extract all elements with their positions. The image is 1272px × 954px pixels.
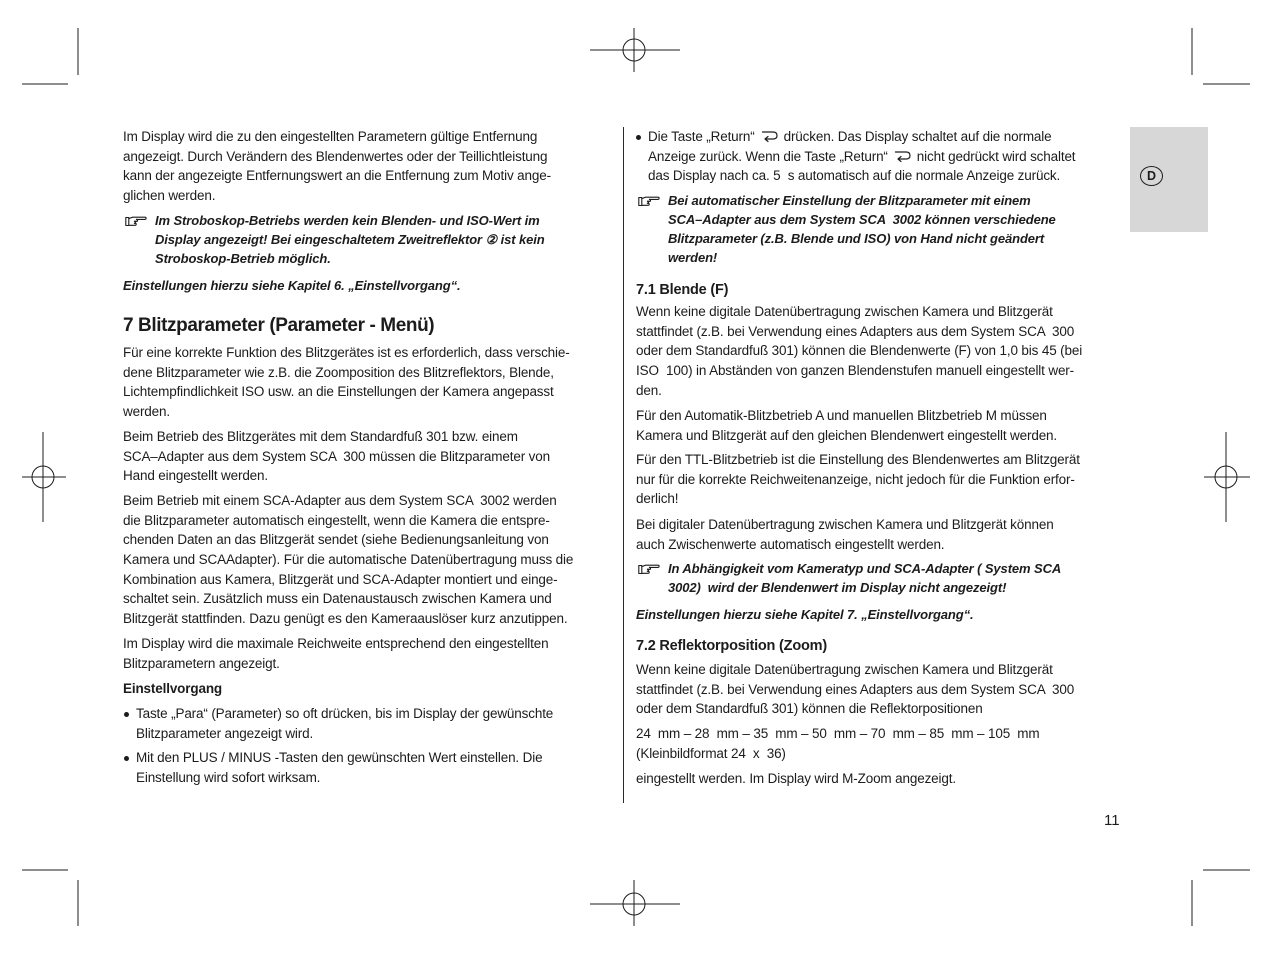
text-line: Kamera und Blitzgerät auf den gleichen Blendenwert eingestellt werden. (636, 427, 1058, 443)
note-line: Blitzparameter (z.B. Blende und ISO) von Hand nicht geändert (668, 230, 1045, 246)
auto-manual-paragraph (636, 406, 1057, 445)
text-line: Blitzparameter angezeigt wird. (136, 725, 314, 741)
bullet-icon (124, 756, 129, 761)
text-line: Beim Betrieb mit einem SCA-Adapter aus dem System SCA 3002 werden (123, 493, 557, 508)
return-arrow-icon (894, 150, 912, 163)
text-line: Im Display wird die zu den eingestellten Parametern gültige Entfernung (123, 129, 538, 144)
text-line: dene Blitzparameter wie z.B. die Zoomposition des Blitzreflektors, Blende, (123, 364, 554, 380)
note-camera-type (668, 559, 1061, 597)
text-line: Hand eingestellt werden. (123, 468, 268, 484)
text-line: (Kleinbildformat 24 x 36) (636, 745, 786, 761)
text-segment: Anzeige zurück. Wenn die Taste „Return“ (648, 148, 888, 164)
sca3002-paragraph (123, 491, 573, 629)
zoom-paragraph (636, 660, 1074, 719)
subheading-text: Einstellvorgang (123, 681, 223, 696)
standard-foot-paragraph (123, 427, 550, 486)
note-line: Stroboskop-Betrieb möglich. (155, 250, 331, 266)
note-auto-parameters (668, 191, 1056, 267)
text-line: Beim Betrieb des Blitzgerätes mit dem Standardfuß 301 bzw. einem (123, 429, 518, 444)
text-line: glichen werden. (123, 188, 216, 204)
range-paragraph (123, 634, 548, 673)
text-line: Mit den PLUS / MINUS -Tasten den gewünschten Wert einstellen. Die (136, 750, 543, 765)
text-line (648, 147, 1075, 167)
text-line: Taste „Para“ (Parameter) so oft drücken, bis im Display der gewünschte (136, 706, 554, 721)
text-line: Blitzparametern angezeigt. (123, 655, 280, 671)
page-number: 11 (1104, 812, 1120, 829)
crosshair-top (590, 28, 680, 72)
note-line: Bei automatischer Einstellung der Blitzparameter mit einem (668, 192, 1031, 208)
return-arrow-icon (761, 130, 779, 143)
ttl-paragraph (636, 450, 1080, 509)
aperture-paragraph (636, 302, 1082, 400)
text-line: Wenn keine digitale Datenübertragung zwischen Kamera und Blitzgerät (636, 304, 1053, 319)
reference-chapter-7 (636, 605, 974, 624)
note-line: Im Stroboskop-Betriebs werden kein Blenden- und ISO-Wert im (155, 212, 540, 228)
crosshair-left (22, 432, 66, 522)
text-line (648, 127, 1075, 147)
text-line: Kamera und SCAAdapter). Für die automatische Datenübertragung muss die (123, 552, 574, 568)
text-line: Lichtempfindlichkeit ISO usw. an die Einstellungen der Kamera angepasst (123, 384, 554, 400)
text-line: derlich! (636, 491, 679, 507)
text-segment: drücken. Das Display schaltet auf die normale (783, 129, 1052, 144)
text-line: Für eine korrekte Funktion des Blitzgerätes ist es erforderlich, dass verschie- (123, 345, 570, 360)
zoom-positions (636, 724, 1039, 763)
text-line: oder dem Standardfuß 301) können die Reflektorpositionen (636, 701, 983, 717)
reference-chapter-6 (123, 276, 461, 295)
text-line: Wenn keine digitale Datenübertragung zwischen Kamera und Blitzgerät (636, 662, 1053, 677)
section-7-title: 7 Blitzparameter (Parameter - Menü) (123, 315, 435, 336)
note-line: werden! (668, 249, 718, 265)
m-zoom-paragraph (636, 769, 956, 789)
text-line: Blitzgerät stattfinden. Dazu genügt es den Kameraauslöser kurz anzutippen. (123, 611, 568, 627)
text-line: das Display nach ca. 5 s automatisch auf die normale Anzeige zurück. (648, 168, 1061, 184)
procedure-subheading (123, 679, 222, 699)
note-line: Display angezeigt! Bei eingeschaltetem Zweitreflektor ② ist kein (155, 231, 545, 247)
text-line: stattfindet (z.B. bei Verwendung eines Adapters aus dem System SCA 300 (636, 681, 1075, 697)
text-line: nur für die korrekte Reichweitenanzeige, nicht jedoch für die Funktion erfor- (636, 471, 1075, 487)
reference-line: Einstellungen hierzu siehe Kapitel 7. „Einstellvorgang“. (636, 606, 974, 622)
text-line: stattfindet (z.B. bei Verwendung eines Adapters aus dem System SCA 300 (636, 323, 1075, 339)
intro-paragraph (123, 127, 551, 206)
text-line: Kombination aus Kamera, Blitzgerät und SCA-Adapter montiert und einge- (123, 571, 558, 587)
language-tab (1130, 127, 1208, 232)
text-line: Für den TTL-Blitzbetrieb ist die Einstellung des Blendenwertes am Blitzgerät (636, 452, 1080, 467)
note-line: 3002) wird der Blendenwert im Display nicht angezeigt! (668, 579, 1007, 595)
bullet-return-key (648, 127, 1075, 186)
section-7-2-title: 7.2 Reflektorposition (Zoom) (636, 638, 827, 654)
text-line: 24 mm – 28 mm – 35 mm – 50 mm – 70 mm – 85 mm – 105 mm (636, 726, 1040, 741)
bullet-icon (636, 135, 641, 140)
text-line: angezeigt. Durch Verändern des Blendenwertes oder der Teillichtleistung (123, 148, 548, 164)
pointing-hand-icon (638, 194, 660, 208)
text-line: eingestellt werden. Im Display wird M-Zoom angezeigt. (636, 771, 956, 786)
text-line: werden. (123, 404, 170, 420)
language-badge: D (1140, 166, 1163, 186)
section-7-intro-paragraph (123, 343, 570, 422)
text-line: Bei digitaler Datenübertragung zwischen Kamera und Blitzgerät können (636, 517, 1054, 532)
text-line: Im Display wird die maximale Reichweite entsprechend den eingestellten (123, 636, 549, 651)
text-line: kann der angezeigte Entfernungswert an die Entfernung zum Motiv ange- (123, 168, 551, 184)
bullet-icon (124, 712, 129, 717)
bullet-plus-minus (136, 748, 542, 787)
note-stroboscope (155, 211, 545, 268)
pointing-hand-icon (638, 562, 660, 576)
note-line: SCA–Adapter aus dem System SCA 3002 können verschiedene (668, 211, 1056, 227)
crosshair-right (1204, 432, 1250, 522)
pointing-hand-icon (125, 214, 147, 228)
text-line: auch Zwischenwerte automatisch eingestellt werden. (636, 536, 945, 552)
reference-line: Einstellungen hierzu siehe Kapitel 6. „Einstellvorgang“. (123, 277, 461, 293)
text-line: oder dem Standardfuß 301) können die Blendenwerte (F) von 1,0 bis 45 (bei (636, 343, 1083, 359)
text-line: schaltet sein. Zusätzlich muss ein Datenaustausch zwischen Kamera und (123, 591, 552, 607)
text-line: Einstellung wird sofort wirksam. (136, 769, 321, 785)
text-segment: nicht gedrückt wird schaltet (916, 148, 1076, 164)
crosshair-bottom (590, 880, 680, 926)
intermediate-values-paragraph (636, 515, 1054, 554)
text-line: SCA–Adapter aus dem System SCA 300 müssen die Blitzparameter von (123, 448, 550, 464)
column-divider (623, 127, 624, 803)
text-line: chenden Daten an das Blitzgerät sendet (siehe Bedienungsanleitung von (123, 532, 549, 548)
text-line: den. (636, 382, 662, 398)
text-line: die Blitzparameter automatisch eingestellt, wenn die Kamera die entspre- (123, 512, 550, 528)
note-line: In Abhängigkeit vom Kameratyp und SCA-Adapter ( System SCA (668, 560, 1062, 576)
bullet-para-key (136, 704, 553, 743)
text-line: ISO 100) in Abständen von ganzen Blendenstufen manuell eingestellt wer- (636, 363, 1074, 379)
section-7-1-title: 7.1 Blende (F) (636, 282, 729, 298)
text-segment: Die Taste „Return“ (648, 129, 755, 144)
text-line: Für den Automatik-Blitzbetrieb A und manuellen Blitzbetrieb M müssen (636, 408, 1047, 423)
